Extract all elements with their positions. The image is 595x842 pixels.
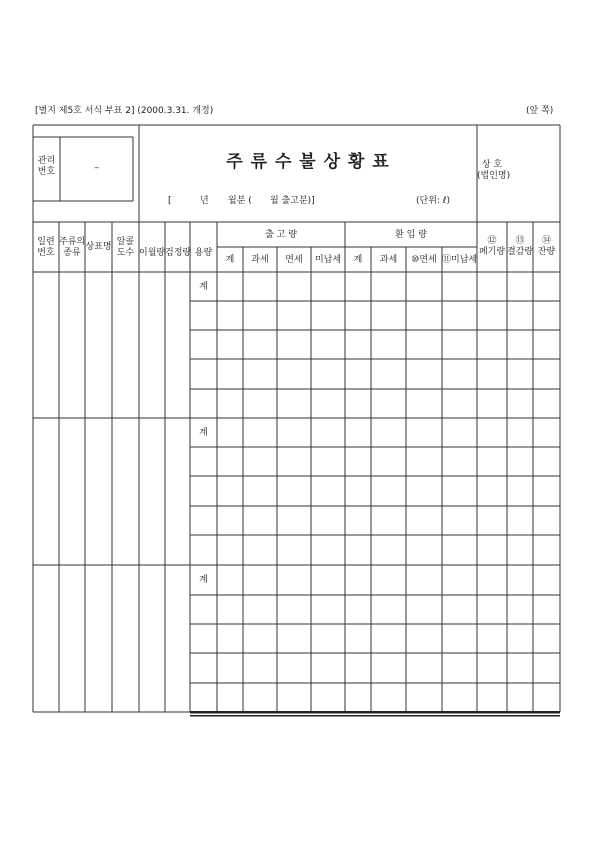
col-alcohol-line1: 알콜 [116,237,135,247]
period-shipment-month: 월 출고분)] [270,196,315,206]
col-return-total: 계 [353,255,363,265]
col-brand-name: 상표명 [85,242,112,252]
col-usage: 용량 [194,248,213,258]
remain-circled-number: ⑭ [541,236,551,246]
col-remain [533,236,560,258]
col-serial-line1: 일련 [37,237,55,247]
col-loss [507,236,533,258]
col-liquor-kind [59,237,85,259]
loss-circled-number: ⑬ [515,236,525,246]
group2-total-label: 계 [199,428,208,438]
col-shipment-taxable: 과세 [251,255,269,265]
col-disposal [477,236,507,258]
col-remain-label: 잔량 [537,247,556,257]
company-label-line2: (법인명) [477,171,511,181]
col-shipment-exempt: 면세 [285,255,303,265]
exempt-circled-number: ⑩ [411,255,420,265]
col-kind-line2: 종류 [63,248,81,258]
col-return-taxable: 과세 [379,255,398,265]
company-name-label [477,160,511,182]
col-alcohol-line2: 도수 [116,248,135,258]
form-reference: [별지 제5호 서식 부표 2] (2000.3.31. 개정) [35,106,214,116]
col-return-exempt [406,255,442,266]
col-disposal-label: 폐기량 [478,247,506,257]
group3-total-label: 계 [199,575,208,585]
mgmt-label-line2: 번호 [37,167,56,177]
page-side-label: (앞 쪽) [526,106,554,116]
period-bracket: [ [168,196,172,206]
col-shipment-group: 출 고 량 [265,230,297,240]
col-alcohol-degree [112,237,139,259]
col-carryover: 이월량 [139,248,166,258]
col-loss-label: 결감량 [507,247,534,257]
col-serial-line2: 번호 [37,248,55,258]
period-month: 월분 ( [228,196,252,206]
mgmt-number-value: – [94,163,99,173]
col-return-group: 환 입 량 [395,230,427,240]
unpaid-circled-number: ⑪ [442,255,452,265]
col-return-unpaid-label: 미납세 [451,255,478,265]
unit-label: (단위: ℓ) [416,196,451,206]
col-kind-line1: 주류의 [59,237,86,247]
col-return-unpaid [442,255,477,266]
col-shipment-total: 계 [225,255,235,265]
company-label-line1: 상 호 [481,160,503,170]
disposal-circled-number: ⑫ [487,236,497,246]
mgmt-number-label [33,156,60,178]
form-title: 주 류 수 불 상 황 표 [226,152,390,172]
col-shipment-unpaid: 미납세 [314,255,342,265]
col-inspected: 검정량 [165,248,192,258]
col-serial-number [33,237,59,259]
col-return-exempt-label: 면세 [419,255,437,265]
period-year: 년 [200,196,209,206]
mgmt-label-line1: 관리 [37,156,56,166]
group1-total-label: 계 [199,282,208,292]
